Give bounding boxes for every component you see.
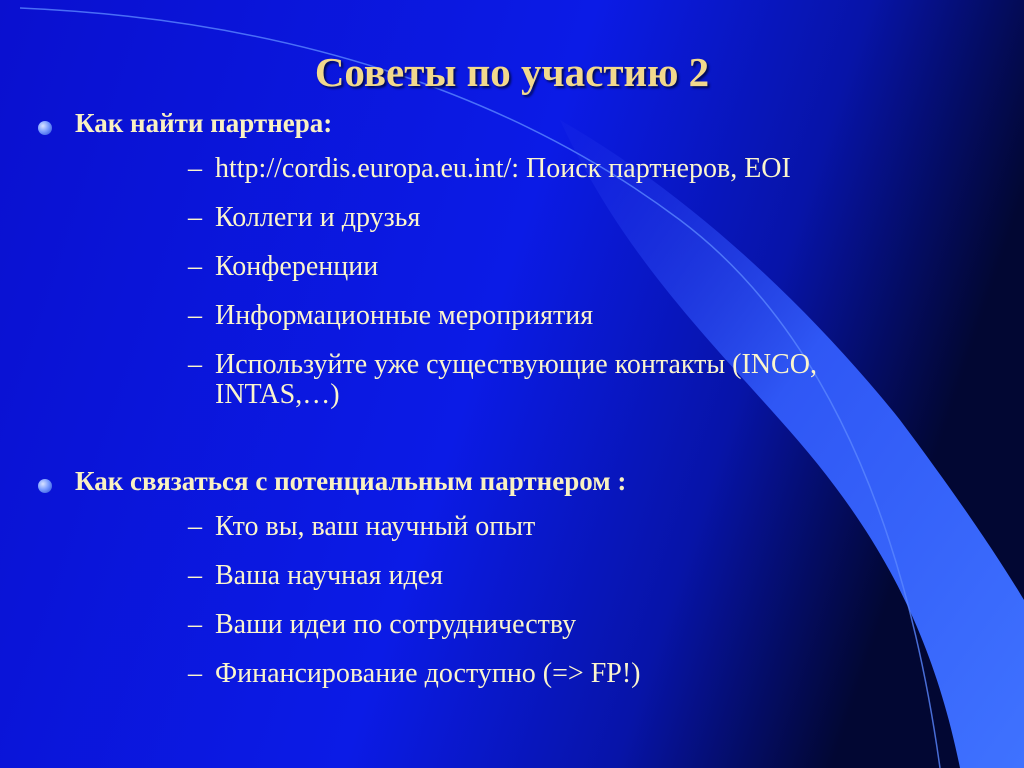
list-item: – Финансирование доступно (=> FP!) <box>188 658 641 689</box>
slide-title: Советы по участию 2 <box>314 49 710 95</box>
section-heading: Как найти партнера: <box>75 108 333 138</box>
list-item: – Используйте уже существующие контакты (INCO, INTAS,…) <box>0 350 1024 410</box>
list-item-continuation: INTAS,…) <box>215 379 340 410</box>
list-item: – Конференции <box>188 251 379 282</box>
list-item: – Кто вы, ваш научный опыт <box>188 511 536 542</box>
list-item: – Коллеги и друзья <box>188 202 421 233</box>
section-contact-partner <box>0 466 1024 708</box>
list-item: – Информационные мероприятия <box>188 300 594 331</box>
list-item: – Ваши идеи по сотрудничеству <box>188 609 577 640</box>
list-item: – http://cordis.europa.eu.int/: Поиск партнеров, EOI <box>188 153 791 184</box>
bullet-dot-icon <box>38 121 52 135</box>
bullet-dot-icon <box>38 479 52 493</box>
section-find-partner <box>0 108 1024 429</box>
section-heading: Как связаться с потенциальным партнером : <box>75 466 627 496</box>
list-item: – Ваша научная идея <box>188 560 443 591</box>
